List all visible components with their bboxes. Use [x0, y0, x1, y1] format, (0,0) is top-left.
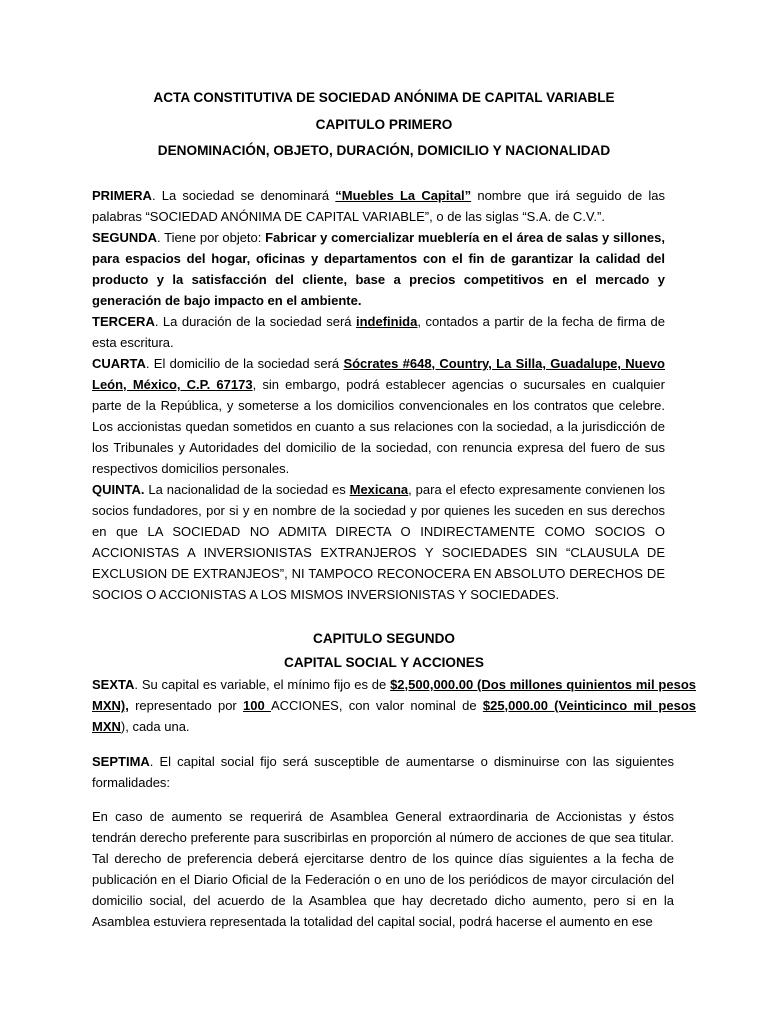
- clause-label: SEXTA: [92, 677, 135, 692]
- clause-text: nombre que irá seguido de las palabras “SOCIEDAD ANÓNIMA DE CAPITAL VARIABLE”, o de las siglas “S.A. de C.V.”.: [92, 188, 666, 224]
- company-address: Sócrates #648, Country, La Silla, Guadalupe, Nuevo León, México, C.P. 67173: [92, 356, 665, 392]
- nominal-value: $25,000.00 (Veinticinco mil pesos MXN: [92, 698, 696, 734]
- chapter-two-heading: CAPITULO SEGUNDO: [313, 631, 455, 646]
- clause-label: CUARTA: [92, 356, 146, 371]
- clause-cuarta: [92, 353, 665, 479]
- clause-segunda: [92, 227, 665, 311]
- fixed-capital: $2,500,000.00 (Dos millones quinientos mil pesos MXN),: [92, 677, 697, 713]
- clause-text: . El domicilio de la sociedad será: [145, 356, 344, 371]
- company-nationality: Mexicana: [349, 482, 409, 497]
- chapter-two-subtitle: CAPITAL SOCIAL Y ACCIONES: [284, 655, 484, 670]
- clause-text: , para el efecto expresamente convienen los socios fundadores, por si y en nombre de la sociedad y por quienes les suceden en sus derechos en que LA SOCIEDAD NO ADMITA DIRECTA O INDIRECTAMENTE COMO SOCIOS O ACCIONISTAS A INVERSIONISTAS EXTRANJEROS Y SOCIEDADES SIN “CLAUSULA DE EXCLUSION DE EXTRANJEOS”, NI TAMPOCO RECONOCERA EN ABSOLUTO DERECHOS DE SOCIOS O ACCIONISTAS A LOS MISMOS INVERSIONISTAS Y SOCIEDADES.: [92, 482, 665, 602]
- clause-text: . La sociedad se denominará: [151, 188, 336, 203]
- clause-tercera: [92, 311, 665, 353]
- clause-text: . Tiene por objeto:: [157, 230, 266, 245]
- clause-text: . La duración de la sociedad será: [154, 314, 356, 329]
- company-duration: indefinida: [355, 314, 418, 329]
- clause-quinta: [92, 479, 665, 605]
- clause-text: ACCIONES, con valor nominal de: [270, 698, 483, 713]
- clause-text: representado por: [128, 698, 243, 713]
- clause-label: TERCERA: [92, 314, 155, 329]
- clause-septima: [92, 751, 674, 793]
- clause-sexta: [92, 674, 696, 737]
- clause-text: La nacionalidad de la sociedad es: [144, 482, 350, 497]
- clause-text: ), cada una.: [120, 719, 190, 734]
- clause-label: SEGUNDA: [92, 230, 158, 245]
- clause-label: QUINTA.: [92, 482, 145, 497]
- clause-text: , sin embargo, podrá establecer agencias o sucursales en cualquier parte de la República, y someterse a los domicilios convencionales en los contratos que celebre. Los accionistas quedan sometidos en cuanto a sus relaciones con la sociedad, a la jurisdicción de los Tribunales y Autoridades del domicilio de la sociedad, con renuncia expresa del fuero de sus respectivos domicilios personales.: [92, 377, 665, 476]
- clause-label: SEPTIMA: [92, 754, 150, 769]
- paragraph-aumento: En caso de aumento se requerirá de Asamblea General extraordinaria de Accionistas y éstos tendrán derecho preferente para suscribirlas en proporción al número de acciones de que sea titular. Tal derecho de preferencia deberá ejercitarse dentro de los quince días siguientes a la fecha de publicación en el Diario Oficial de la Federación o en uno de los periódicos de mayor circulación del domicilio social, del acuerdo de la Asamblea que hay decretado dicho aumento, pero si en la Asamblea estuviera representada la totalidad del capital social, podrá hacerse el aumento en ese: [92, 809, 674, 929]
- clause-label: PRIMERA: [92, 188, 152, 203]
- company-name: “Muebles La Capital”: [335, 188, 472, 203]
- chapter-one-subtitle: DENOMINACIÓN, OBJETO, DURACIÓN, DOMICILIO Y NACIONALIDAD: [157, 143, 611, 158]
- share-count: 100: [243, 698, 271, 713]
- clause-primera: [92, 185, 665, 227]
- clause-text: . El capital social fijo será susceptible de aumentarse o disminuirse con las siguientes formalidades:: [92, 754, 674, 790]
- document-title: ACTA CONSTITUTIVA DE SOCIEDAD ANÓNIMA DE CAPITAL VARIABLE: [153, 90, 615, 105]
- clause-text: . Su capital es variable, el mínimo fijo es de: [134, 677, 391, 692]
- company-object: Fabricar y comercializar mueblería en el área de salas y sillones, para espacios del hogar, oficinas y departamentos con el fin de garantizar la calidad del producto y la satisfacción del cliente, base a precios competitivos en el mercado y generación de bajo impacto en el ambiente.: [92, 230, 665, 308]
- clause-text: , contados a partir de la fecha de firma de esta escritura.: [92, 314, 665, 350]
- chapter-one-heading: CAPITULO PRIMERO: [315, 117, 453, 132]
